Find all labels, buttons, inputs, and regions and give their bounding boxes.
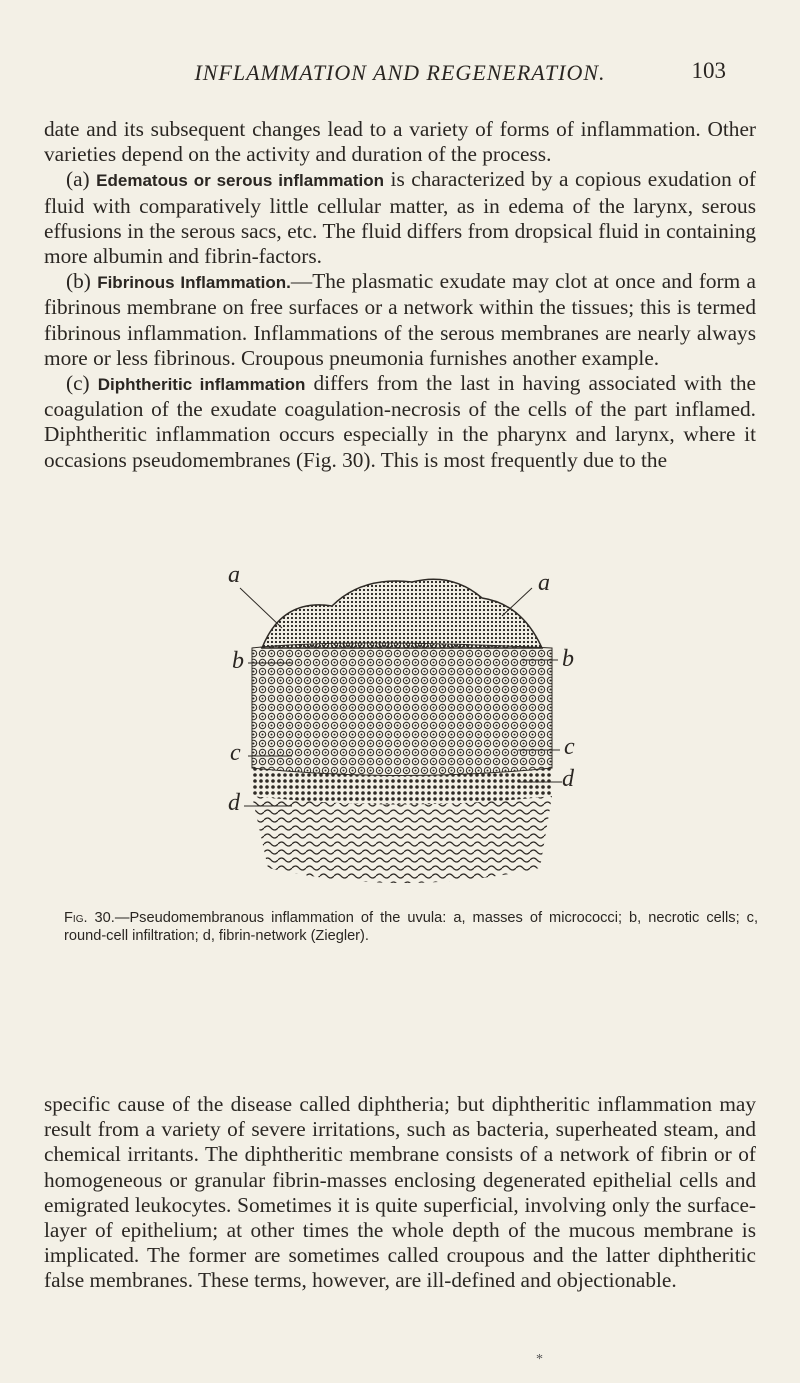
- figure-label-c-left: c: [230, 740, 241, 766]
- page-number: 103: [691, 58, 726, 83]
- histology-illustration: [222, 568, 582, 906]
- section-heading: Edematous or serous inflammation: [96, 171, 385, 191]
- paragraph-fibrinous: [44, 269, 756, 371]
- section-heading: Fibrinous Inflammation.: [97, 273, 291, 293]
- micrococci-mass: [262, 579, 542, 648]
- paragraph-edematous: [44, 167, 756, 269]
- body-text-bottom: [44, 1092, 756, 1294]
- figure-label-a-left: a: [228, 562, 240, 588]
- running-title: INFLAMMATION AND REGENERATION.: [194, 60, 606, 85]
- figure-uvula-section: [222, 562, 582, 906]
- section-heading: Diphtheritic inflammation: [97, 375, 306, 395]
- figure-label-b-left: b: [232, 648, 244, 674]
- body-text-top: [44, 117, 756, 473]
- footer-mark: *: [536, 1352, 543, 1367]
- marker: (c): [66, 371, 90, 396]
- figure-label-a-right: a: [538, 570, 550, 596]
- marker: (a): [66, 167, 90, 192]
- figure-label-b-right: b: [562, 646, 574, 672]
- paragraph-diphtheritic: [44, 371, 756, 473]
- figure-label-d-right: d: [562, 766, 574, 792]
- paragraph-text: —The plasmatic exudate may clot at once and form a fibrinous membrane on free surfaces or a network within the tissues; this is termed fibrinous inflammation. Inflammations of the serous membranes are nearly always more or less fibrinous. Croupous pneumonia furnishes another example.: [44, 269, 757, 370]
- figure-number: Fig. 30.: [64, 910, 115, 926]
- fibrin-network-layer: [252, 796, 552, 883]
- paragraph-continued: specific cause of the disease called diphtheria; but diphtheritic inflammation may result from a variety of severe irritations, such as bacteria, superheated steam, and chemical irritants. The diphtheritic membrane consists of a network of fibrin or of homogeneous or granular fibrin-masses enclosing degenerated epithelial cells and emigrated leukocytes. Sometimes it is quite superficial, involving only the surface-layer of epithelium; at other times the whole depth of the mucous membrane is implicated. The former are sometimes called croupous and the latter diphtheritic false membranes. These terms, however, are ill-defined and objectionable.: [44, 1092, 756, 1293]
- necrotic-cells-layer: [252, 643, 552, 776]
- paragraph-intro: date and its subsequent changes lead to a variety of forms of inflammation. Other varieties depend on the activity and duration of the process.: [44, 117, 756, 167]
- figure-label-d-left: d: [228, 790, 240, 816]
- marker: (b): [66, 269, 91, 294]
- paragraph-text: is characterized by a copious exudation of fluid with comparatively little cellular matter, as in edema of the larynx, serous effusions in the serous sacs, etc. The fluid differs from dropsical fluid in containing more albumin and fibrin-factors.: [44, 167, 756, 269]
- figure-caption: [64, 909, 758, 945]
- caption-text: —Pseudomembranous inflammation of the uvula: a, masses of micrococci; b, necrotic cells; c, round-cell infiltration; d, fibrin-network (Ziegler).: [64, 910, 758, 944]
- paragraph-text: differs from the last in having associated with the coagulation of the exudate coagulation-necrosis of the cells of the part inflamed. Diphtheritic inflammation occurs especially in the pharynx and larynx, where it occasions pseudomembranes (Fig. 30). This is most frequently due to the: [44, 371, 756, 472]
- figure-label-c-right: c: [564, 734, 575, 760]
